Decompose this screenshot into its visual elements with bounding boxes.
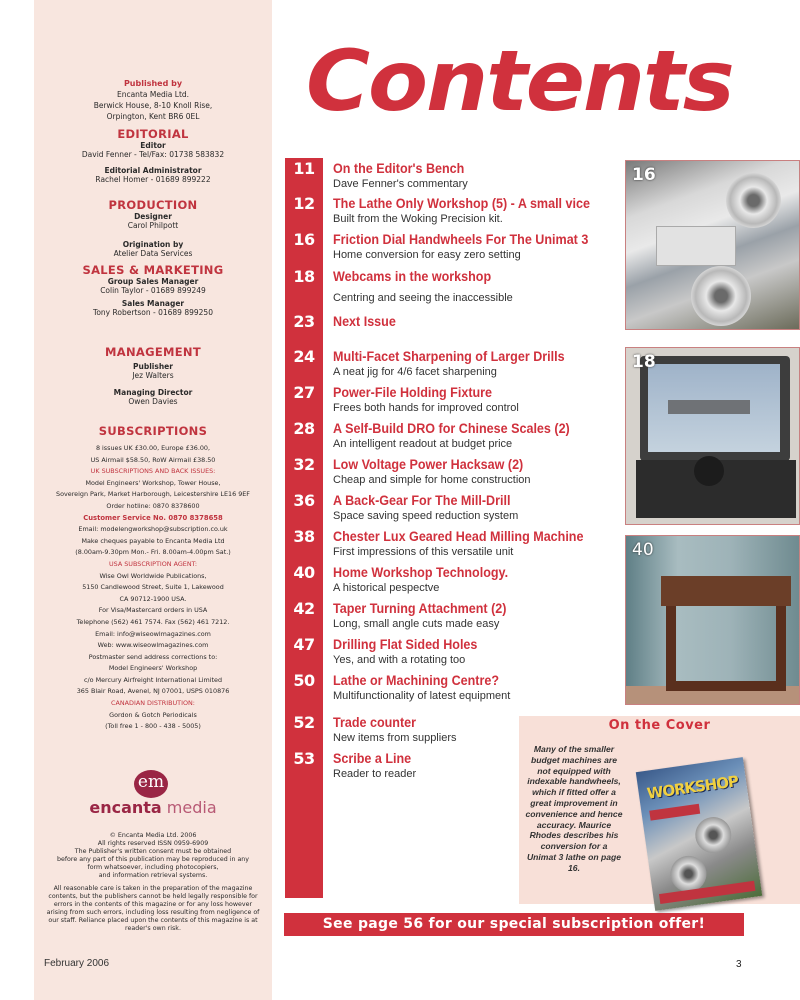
editorial-heading: EDITORIAL <box>117 127 189 141</box>
toc-article-title[interactable]: Power-File Holding Fixture <box>333 385 493 400</box>
subscription-line: Gordon & Gotch Periodicals <box>109 710 197 719</box>
page-title: Contents <box>306 32 733 130</box>
photo-page-label: 16 <box>632 165 656 185</box>
toc-article-desc: Frees both hands for improved control <box>333 402 519 414</box>
toc-page-number: 32 <box>293 455 315 474</box>
publisher-line: Encanta Media Ltd. <box>116 90 190 99</box>
subscription-line: (8.00am-9.30pm Mon.- Fri. 8.00am-4.00pm Sat.) <box>75 548 231 557</box>
legal-line: All reasonable care is taken in the preparation of the magazine <box>53 885 253 892</box>
subscription-line: 5150 Candlewood Street, Suite 1, Lakewood <box>82 583 224 592</box>
toc-article-desc: First impressions of this versatile unit <box>333 546 514 558</box>
toc-page-number: 24 <box>293 347 315 366</box>
management-section <box>34 345 272 406</box>
subscription-subheading: CANADIAN DISTRIBUTION: <box>111 699 195 708</box>
copyright-notice <box>34 832 272 880</box>
legal-line: The Publisher's written consent must be obtained <box>74 848 232 855</box>
toc-page-number: 40 <box>293 563 315 582</box>
staff-name: Colin Taylor - 01689 899249 <box>100 286 206 295</box>
toc-article-title[interactable]: On the Editor's Bench <box>333 161 465 176</box>
subscription-email: Email: modelengworkshop@subscription.co.uk <box>78 525 228 534</box>
toc-article-title[interactable]: Home Workshop Technology. <box>333 565 509 580</box>
toc-article-desc: Cheap and simple for home construction <box>333 474 531 486</box>
toc-article-title[interactable]: Lathe or Machining Centre? <box>333 673 500 688</box>
production-section <box>34 198 272 258</box>
toc-page-number: 38 <box>293 527 315 546</box>
legal-line: reader's own risk. <box>125 925 181 932</box>
staff-name: Jez Walters <box>132 371 174 380</box>
subscription-subheading: USA SUBSCRIPTION AGENT: <box>109 559 197 568</box>
subscription-subheading: UK SUBSCRIPTIONS AND BACK ISSUES: <box>90 467 216 476</box>
toc-article-title[interactable]: Multi-Facet Sharpening of Larger Drills <box>333 349 565 364</box>
toc-page-number: 42 <box>293 599 315 618</box>
photo-webcam-laptop <box>625 347 800 525</box>
staff-role: Editorial Administrator <box>104 166 202 175</box>
toc-article-title[interactable]: Next Issue <box>333 314 396 329</box>
staff-role: Publisher <box>133 362 173 371</box>
staff-name: Carol Philpott <box>127 221 179 230</box>
logo-mark: em <box>134 770 168 798</box>
staff-role: Origination by <box>122 240 184 249</box>
subscription-line: (Toll free 1 - 800 - 438 - 5005) <box>105 722 201 731</box>
sales-section <box>34 263 272 317</box>
customer-service-number: Customer Service No. 0870 8378658 <box>83 513 223 522</box>
logo-word-light: media <box>161 798 217 817</box>
toc-page-number: 12 <box>293 194 315 213</box>
logo-wordmark <box>34 798 272 817</box>
toc-article-desc: A neat jig for 4/6 facet sharpening <box>333 366 497 378</box>
photo-page-label: 40 <box>632 540 654 560</box>
legal-line: All rights reserved ISSN 0959-6909 <box>97 840 209 847</box>
toc-page-number: 28 <box>293 419 315 438</box>
subscriptions-section <box>34 424 272 733</box>
staff-role: Managing Director <box>113 388 193 397</box>
toc-article-desc: Long, small angle cuts made easy <box>333 618 500 630</box>
toc-article-desc: Multifunctionality of latest equipment <box>333 690 511 702</box>
published-by-heading: Published by <box>123 79 183 88</box>
on-the-cover-text: Many of the smaller budget machines are not equipped with indexable handwheels, which if fitted offer a great improvement in convenience and hence accuracy. Maurice Rhodes describes his conversion for a Unimat 3 lathe on page 16. <box>525 744 623 873</box>
subscriptions-heading: SUBSCRIPTIONS <box>98 424 208 438</box>
publisher-line: Berwick House, 8-10 Knoll Rise, <box>93 101 213 110</box>
subscription-line: Model Engineers' Workshop, Tower House, <box>85 478 221 487</box>
toc-article-desc: Dave Fenner's commentary <box>333 178 468 190</box>
production-heading: PRODUCTION <box>108 198 198 212</box>
staff-name: Rachel Homer - 01689 899222 <box>95 175 211 184</box>
toc-page-number: 23 <box>293 312 315 331</box>
management-heading: MANAGEMENT <box>105 345 201 359</box>
handwheel-image <box>691 266 751 326</box>
toc-article-desc: A historical pespectve <box>333 582 440 594</box>
toc-article-desc: Centring and seeing the inaccessible <box>333 292 513 304</box>
photo-handwheels <box>625 160 800 330</box>
toc-article-title[interactable]: Drilling Flat Sided Holes <box>333 637 478 652</box>
toc-page-number: 27 <box>293 383 315 402</box>
toc-page-number: 18 <box>293 267 315 286</box>
on-the-cover-box <box>519 716 800 904</box>
toc-article-desc: Built from the Woking Precision kit. <box>333 213 503 225</box>
publisher-line: Orpington, Kent BR6 0EL <box>106 112 200 121</box>
toc-page-number: 47 <box>293 635 315 654</box>
toc-article-desc: Space saving speed reduction system <box>333 510 519 522</box>
staff-role: Editor <box>140 141 166 150</box>
editorial-section <box>34 127 272 184</box>
toc-page-number: 53 <box>293 749 315 768</box>
staff-role: Sales Manager <box>121 299 185 308</box>
toc-article-title[interactable]: Taper Turning Attachment (2) <box>333 601 507 616</box>
subscription-line: 365 Blair Road, Avenel, NJ 07001, USPS 010876 <box>76 687 230 696</box>
disclaimer-notice <box>34 885 272 933</box>
legal-line: our staff. Reliance placed upon the contents of this magazine is at <box>48 917 258 924</box>
toc-article-title[interactable]: Trade counter <box>333 715 417 730</box>
legal-line: contents, but the publishers cannot be held legally responsible for <box>48 893 258 900</box>
issue-date: February 2006 <box>44 958 110 969</box>
subscription-offer-banner[interactable]: See page 56 for our special subscription offer! <box>284 913 744 936</box>
logo-word-bold: encanta <box>89 798 162 817</box>
toc-page-number: 52 <box>293 713 315 732</box>
photo-page-label: 18 <box>632 352 656 372</box>
legal-line: before any part of this publication may be reproduced in any <box>56 856 250 863</box>
staff-name: Tony Robertson - 01689 899250 <box>93 308 213 317</box>
subscription-line: Telephone (562) 461 7574. Fax (562) 461 7212. <box>76 617 230 626</box>
handwheel-image <box>726 173 781 228</box>
subscription-line: Wise Owl Worldwide Publications, <box>99 571 207 580</box>
encanta-media-logo <box>34 770 272 820</box>
toc-article-title[interactable]: Webcams in the workshop <box>333 269 492 284</box>
toc-article-desc: Reader to reader <box>333 768 417 780</box>
legal-line: errors in the contents of this magazine or for any loss however <box>53 901 253 908</box>
legal-line: arising from such errors, including loss resulting from negligence of <box>46 909 260 916</box>
toc-article-title[interactable]: A Self-Build DRO for Chinese Scales (2) <box>333 421 570 436</box>
toc-article-title[interactable]: Scribe a Line <box>333 751 412 766</box>
subscription-line: Model Engineers' Workshop <box>108 664 198 673</box>
staff-role: Group Sales Manager <box>107 277 199 286</box>
toc-page-number: 36 <box>293 491 315 510</box>
page-number: 3 <box>736 959 742 970</box>
subscription-email: Email: info@wiseowlmagazines.com <box>95 629 211 638</box>
on-the-cover-heading: On the Cover <box>608 718 711 733</box>
toc-page-number: 11 <box>293 159 315 178</box>
legal-line: form whatsoever, including photocopiers, <box>87 864 219 871</box>
subscription-line: 8 issues UK £30.00, Europe £36.00, <box>95 444 211 452</box>
toc-article-desc: New items from suppliers <box>333 732 457 744</box>
toc-page-number: 16 <box>293 230 315 249</box>
staff-name: Owen Davies <box>128 397 178 406</box>
toc-article-title[interactable]: Low Voltage Power Hacksaw (2) <box>333 457 524 472</box>
toc-article-desc: An intelligent readout at budget price <box>333 438 513 450</box>
toc-article-desc: Yes, and with a rotating too <box>333 654 466 666</box>
publisher-info <box>34 78 272 122</box>
toc-article-title[interactable]: A Back-Gear For The Mill-Drill <box>333 493 511 508</box>
staff-role: Designer <box>134 212 172 221</box>
webcam-image <box>694 456 724 486</box>
sales-heading: SALES & MARKETING <box>82 263 224 277</box>
subscription-line: US Airmail $58.50, RoW Airmail £38.50 <box>90 455 216 464</box>
magazine-cover-thumbnail <box>636 757 762 911</box>
legal-line: © Encanta Media Ltd. 2006 <box>109 832 197 839</box>
photo-historical-lathe <box>625 535 800 705</box>
legal-line: and information retrieval systems. <box>98 872 208 879</box>
magazine-cover-title: WORKSHOP <box>645 772 740 803</box>
toc-article-title[interactable]: Chester Lux Geared Head Milling Machine <box>333 529 584 544</box>
subscription-line: Make cheques payable to Encanta Media Ltd <box>81 536 225 545</box>
subscription-line: c/o Mercury Airfreight International Limited <box>83 675 223 684</box>
toc-page-number: 50 <box>293 671 315 690</box>
subscription-line: Postmaster send address corrections to: <box>88 652 218 661</box>
masthead-panel <box>34 0 272 1000</box>
subscription-line: Sovereign Park, Market Harborough, Leicestershire LE16 9EF <box>56 490 250 499</box>
subscription-line: CA 90712-1900 USA. <box>119 594 187 603</box>
subscription-line: For Visa/Mastercard orders in USA <box>98 606 208 615</box>
staff-name: Atelier Data Services <box>113 249 193 258</box>
staff-name: David Fenner - Tel/Fax: 01738 583832 <box>81 150 225 159</box>
subscription-web: Web: www.wiseowlmagazines.com <box>97 641 209 650</box>
toc-article-title[interactable]: Friction Dial Handwheels For The Unimat 3 <box>333 232 589 247</box>
toc-article-desc: Home conversion for easy zero setting <box>333 249 521 261</box>
subscription-line: Order hotline: 0870 8378600 <box>106 501 200 510</box>
toc-article-title[interactable]: The Lathe Only Workshop (5) - A small vice <box>333 196 590 211</box>
